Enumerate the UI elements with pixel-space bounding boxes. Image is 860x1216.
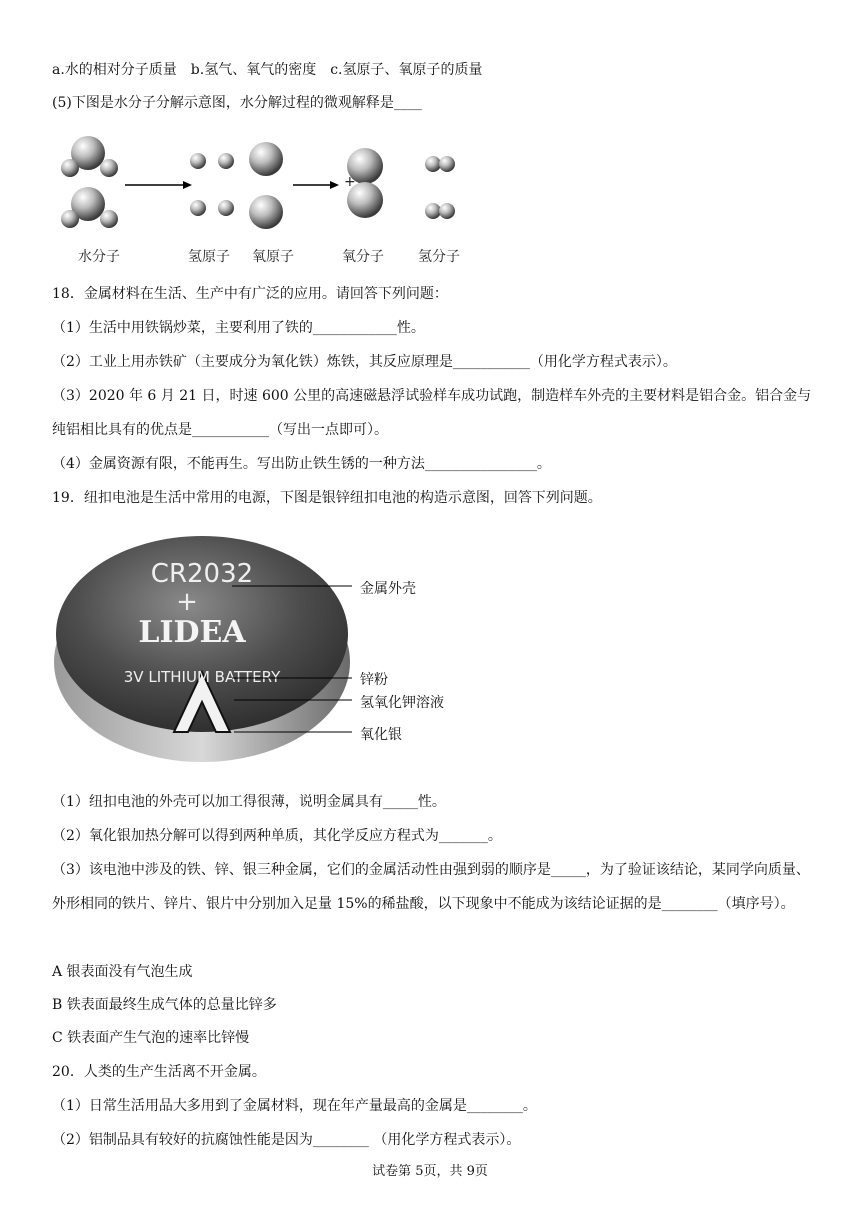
plus-sign: + bbox=[344, 174, 356, 190]
q17-options-line: a.水的相对分子质量 b.氢气、氧气的密度 c.氢原子、氧原子的质量 bbox=[52, 62, 483, 78]
battery-model-text: CR2032 bbox=[150, 559, 254, 589]
q20-part2: （2）铝制品具有较好的抗腐蚀性能是因为________ （用化学方程式表示）。 bbox=[52, 1132, 521, 1148]
q19-option-c: C 铁表面产生气泡的速率比锌慢 bbox=[52, 1030, 250, 1046]
q18-stem: 18．金属材料在生活、生产中有广泛的应用。请回答下列问题： bbox=[52, 286, 448, 302]
q18-part1: （1）生活中用铁锅炒菜，主要利用了铁的____________性。 bbox=[52, 320, 425, 336]
q19-part2: （2）氧化银加热分解可以得到两种单质，其化学反应方程式为_______。 bbox=[52, 828, 502, 844]
battery-rim-text: 3V LITHIUM BATTERY bbox=[123, 668, 281, 686]
label-silver-oxide: 氧化银 bbox=[360, 727, 402, 743]
q19-option-b: B 铁表面最终生成气体的总量比锌多 bbox=[52, 997, 277, 1013]
battery-leader-lines bbox=[220, 570, 360, 750]
q17-part5-question: (5)下图是水分子分解示意图，水分解过程的微观解释是____ bbox=[52, 95, 422, 111]
q18-part2: （2）工业上用赤铁矿（主要成分为氧化铁）炼铁，其反应原理是___________（用化学方程式表示）。 bbox=[52, 354, 677, 370]
q19-option-a: A 银表面没有气泡生成 bbox=[52, 964, 193, 980]
water-molecule-2 bbox=[61, 187, 118, 228]
page-footer: 试卷第 5页，共 9页 bbox=[372, 1164, 488, 1179]
battery-brand-text: LIDEA bbox=[138, 615, 246, 650]
q19-stem: 19．纽扣电池是生活中常用的电源，下图是银锌纽扣电池的构造示意图，回答下列问题。 bbox=[52, 490, 602, 506]
q19-part3: （3）该电池中涉及的铁、锌、银三种金属，它们的金属活动性由强到弱的顺序是_____，为了验证该结论，某同学向质量、外形相同的铁片、锌片、银片中分别加入足量 15%的稀盐酸，以下现象中不能成为该结论证据的是________（填序号）。 bbox=[52, 862, 810, 912]
water-molecule-1 bbox=[61, 136, 118, 177]
water-decomposition-diagram bbox=[55, 132, 485, 252]
battery-plus-sign: + bbox=[176, 587, 198, 617]
caption-water-molecule: 水分子 bbox=[78, 249, 120, 265]
caption-hydrogen-atom: 氢原子 bbox=[188, 249, 230, 265]
q18-part3: （3）2020 年 6 月 21 日，时速 600 公里的高速磁悬浮试验样车成功试跑，制造样车外壳的主要材料是铝合金。铝合金与纯铝相比具有的优点是___________（写出一点即可）。 bbox=[52, 388, 812, 438]
q20-stem: 20．人类的生产生活离不开金属。 bbox=[52, 1064, 266, 1080]
label-metal-shell: 金属外壳 bbox=[360, 581, 416, 597]
caption-hydrogen-molecule: 氢分子 bbox=[418, 249, 460, 265]
caption-oxygen-atom: 氧原子 bbox=[252, 249, 294, 265]
q19-part1: （1）纽扣电池的外壳可以加工得很薄，说明金属具有_____性。 bbox=[52, 794, 446, 810]
label-zinc-powder: 锌粉 bbox=[360, 672, 388, 688]
q18-part4: （4）金属资源有限，不能再生。写出防止铁生锈的一种方法________________。 bbox=[52, 456, 551, 472]
caption-oxygen-molecule: 氧分子 bbox=[342, 249, 384, 265]
label-koh-solution: 氢氧化钾溶液 bbox=[360, 695, 444, 711]
q20-part1: （1）日常生活用品大多用到了金属材料，现在年产量最高的金属是________。 bbox=[52, 1098, 537, 1114]
